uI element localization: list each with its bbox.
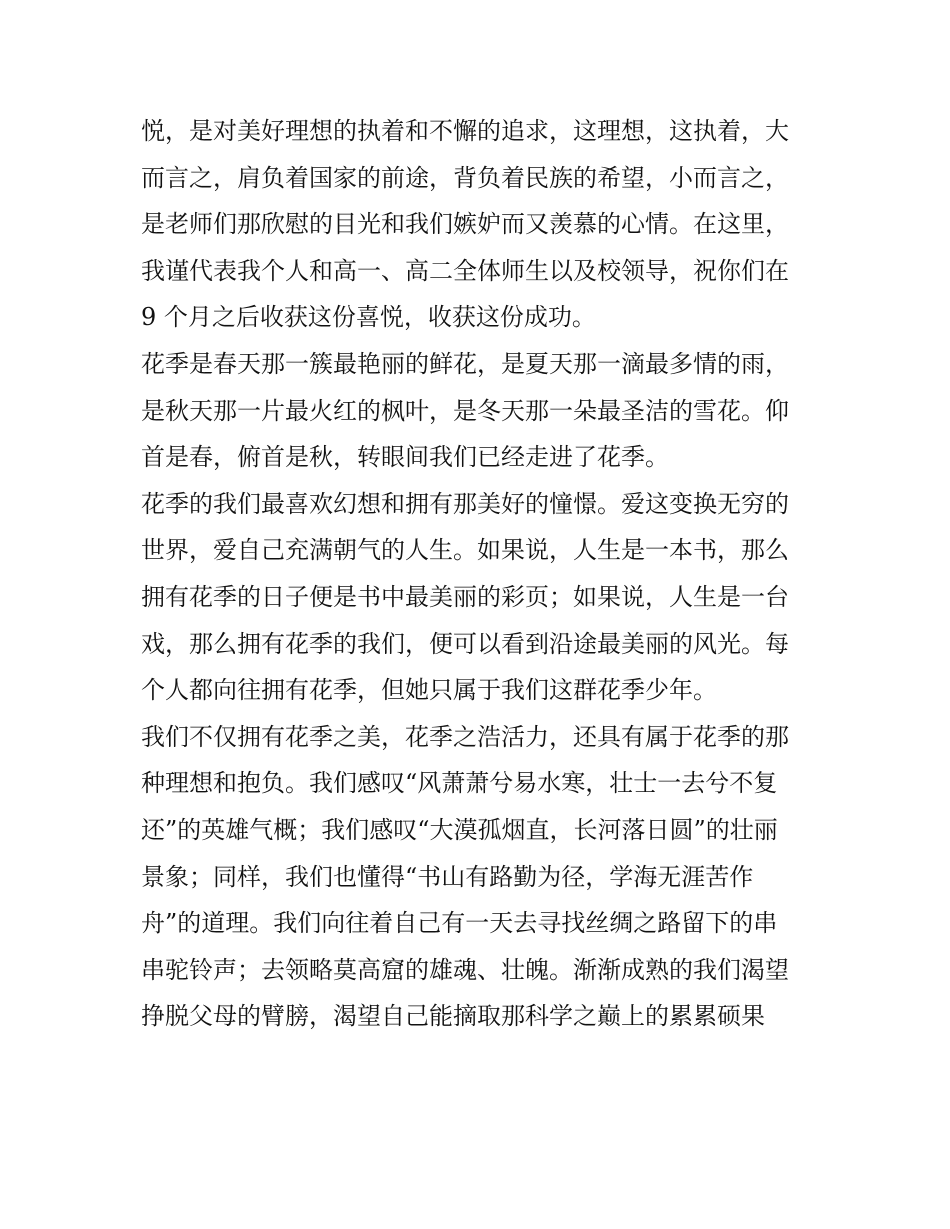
text-line: 9 个月之后收获这份喜悦，收获这份成功。 — [141, 303, 596, 332]
text-line: 而言之，肩负着国家的前途，背负着民族的希望，小而言之， — [141, 163, 789, 192]
text-line: 是老师们那欣慰的目光和我们嫉妒而又羡慕的心情。在这里， — [141, 210, 789, 239]
text-line: 串驼铃声；去领略莫高窟的雄魂、壮魄。渐渐成熟的我们渴望 — [141, 955, 789, 984]
text-line: 是秋天那一片最火红的枫叶，是冬天那一朵最圣洁的雪花。仰 — [141, 396, 789, 425]
text-line: 世界，爱自己充满朝气的人生。如果说，人生是一本书，那么 — [141, 536, 789, 565]
text-line: 挣脱父母的臂膀，渴望自己能摘取那科学之巅上的累累硕果 — [141, 1002, 765, 1031]
text-line: 悦，是对美好理想的执着和不懈的追求，这理想，这执着，大 — [141, 117, 789, 145]
text-line: 景象；同样，我们也懂得“书山有路勤为径，学海无涯苦作 — [141, 862, 754, 891]
text-line: 舟”的道理。我们向往着自己有一天去寻找丝绸之路留下的串 — [141, 909, 778, 938]
text-line: 个人都向往拥有花季，但她只属于我们这群花季少年。 — [141, 676, 717, 705]
text-line: 拥有花季的日子便是书中最美丽的彩页；如果说，人生是一台 — [141, 582, 789, 611]
text-line: 花季的我们最喜欢幻想和拥有那美好的憧憬。爱这变换无穷的 — [141, 489, 789, 518]
text-line: 还”的英雄气概；我们感叹“大漠孤烟直，长河落日圆”的壮丽 — [141, 815, 778, 844]
text-line: 戏，那么拥有花季的我们，便可以看到沿途最美丽的风光。每 — [141, 629, 789, 658]
body-text — [141, 108, 821, 1040]
text-line: 种理想和抱负。我们感叹“风萧萧兮易水寒，壮士一去兮不复 — [141, 769, 778, 798]
text-line: 首是春，俯首是秋，转眼间我们已经走进了花季。 — [141, 443, 669, 472]
text-line: 我谨代表我个人和高一、高二全体师生以及校领导，祝你们在 — [141, 256, 789, 285]
text-line: 花季是春天那一簇最艳丽的鲜花，是夏天那一滴最多情的雨， — [141, 349, 789, 378]
text-line: 我们不仅拥有花季之美，花季之浩活力，还具有属于花季的那 — [141, 722, 789, 751]
